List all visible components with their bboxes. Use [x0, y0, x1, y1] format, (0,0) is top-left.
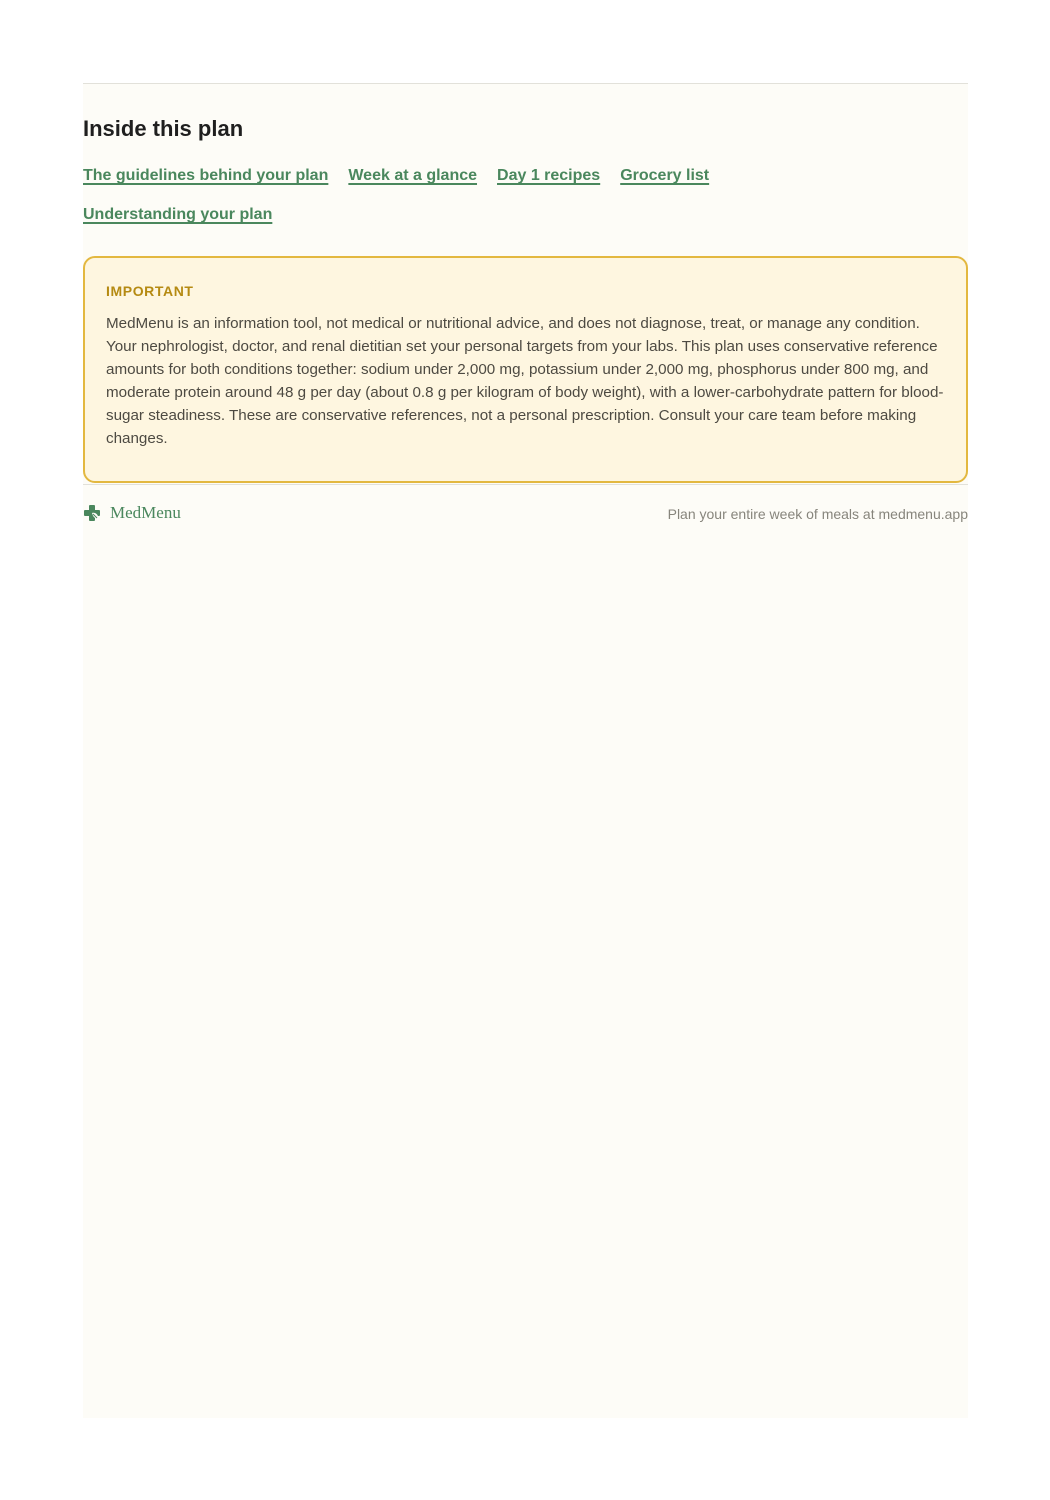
notice-body: MedMenu is an information tool, not medical or nutritional advice, and does not diagnose, treat, or manage any condition. Your nephrologist, doctor, and renal dietitian set your personal targets from your labs. This plan uses conservative reference amounts for both conditions together: sodium under 2,000 mg, potassium under 2,000 mg, phosphorus under 800 mg, and moderate protein around 48 g per day (about 0.8 g per kilogram of body weight), with a lower-carbohydrate pattern for blood-sugar steadiness. These are conservative references, not a personal prescription. Consult your care team before making changes.: [106, 315, 944, 447]
plan-contents-nav: [83, 164, 783, 227]
notice-label: IMPORTANT: [106, 283, 194, 299]
brand-name: MedMenu: [110, 503, 181, 522]
brand: [83, 503, 181, 523]
section-title: Inside this plan: [83, 116, 244, 141]
plan-page: [83, 83, 968, 1418]
page-footer: [83, 484, 968, 522]
medical-cross-leaf-icon: [83, 504, 101, 522]
footer-tagline: Plan your entire week of meals at medmenu.app: [667, 506, 968, 522]
link-understanding-your-plan[interactable]: Understanding your plan: [83, 206, 273, 223]
link-grocery-list[interactable]: Grocery list: [620, 167, 710, 184]
link-day-1-recipes[interactable]: Day 1 recipes: [497, 167, 601, 184]
important-notice: [83, 256, 968, 483]
link-guidelines[interactable]: The guidelines behind your plan: [83, 167, 329, 184]
link-week-at-a-glance[interactable]: Week at a glance: [348, 167, 478, 184]
